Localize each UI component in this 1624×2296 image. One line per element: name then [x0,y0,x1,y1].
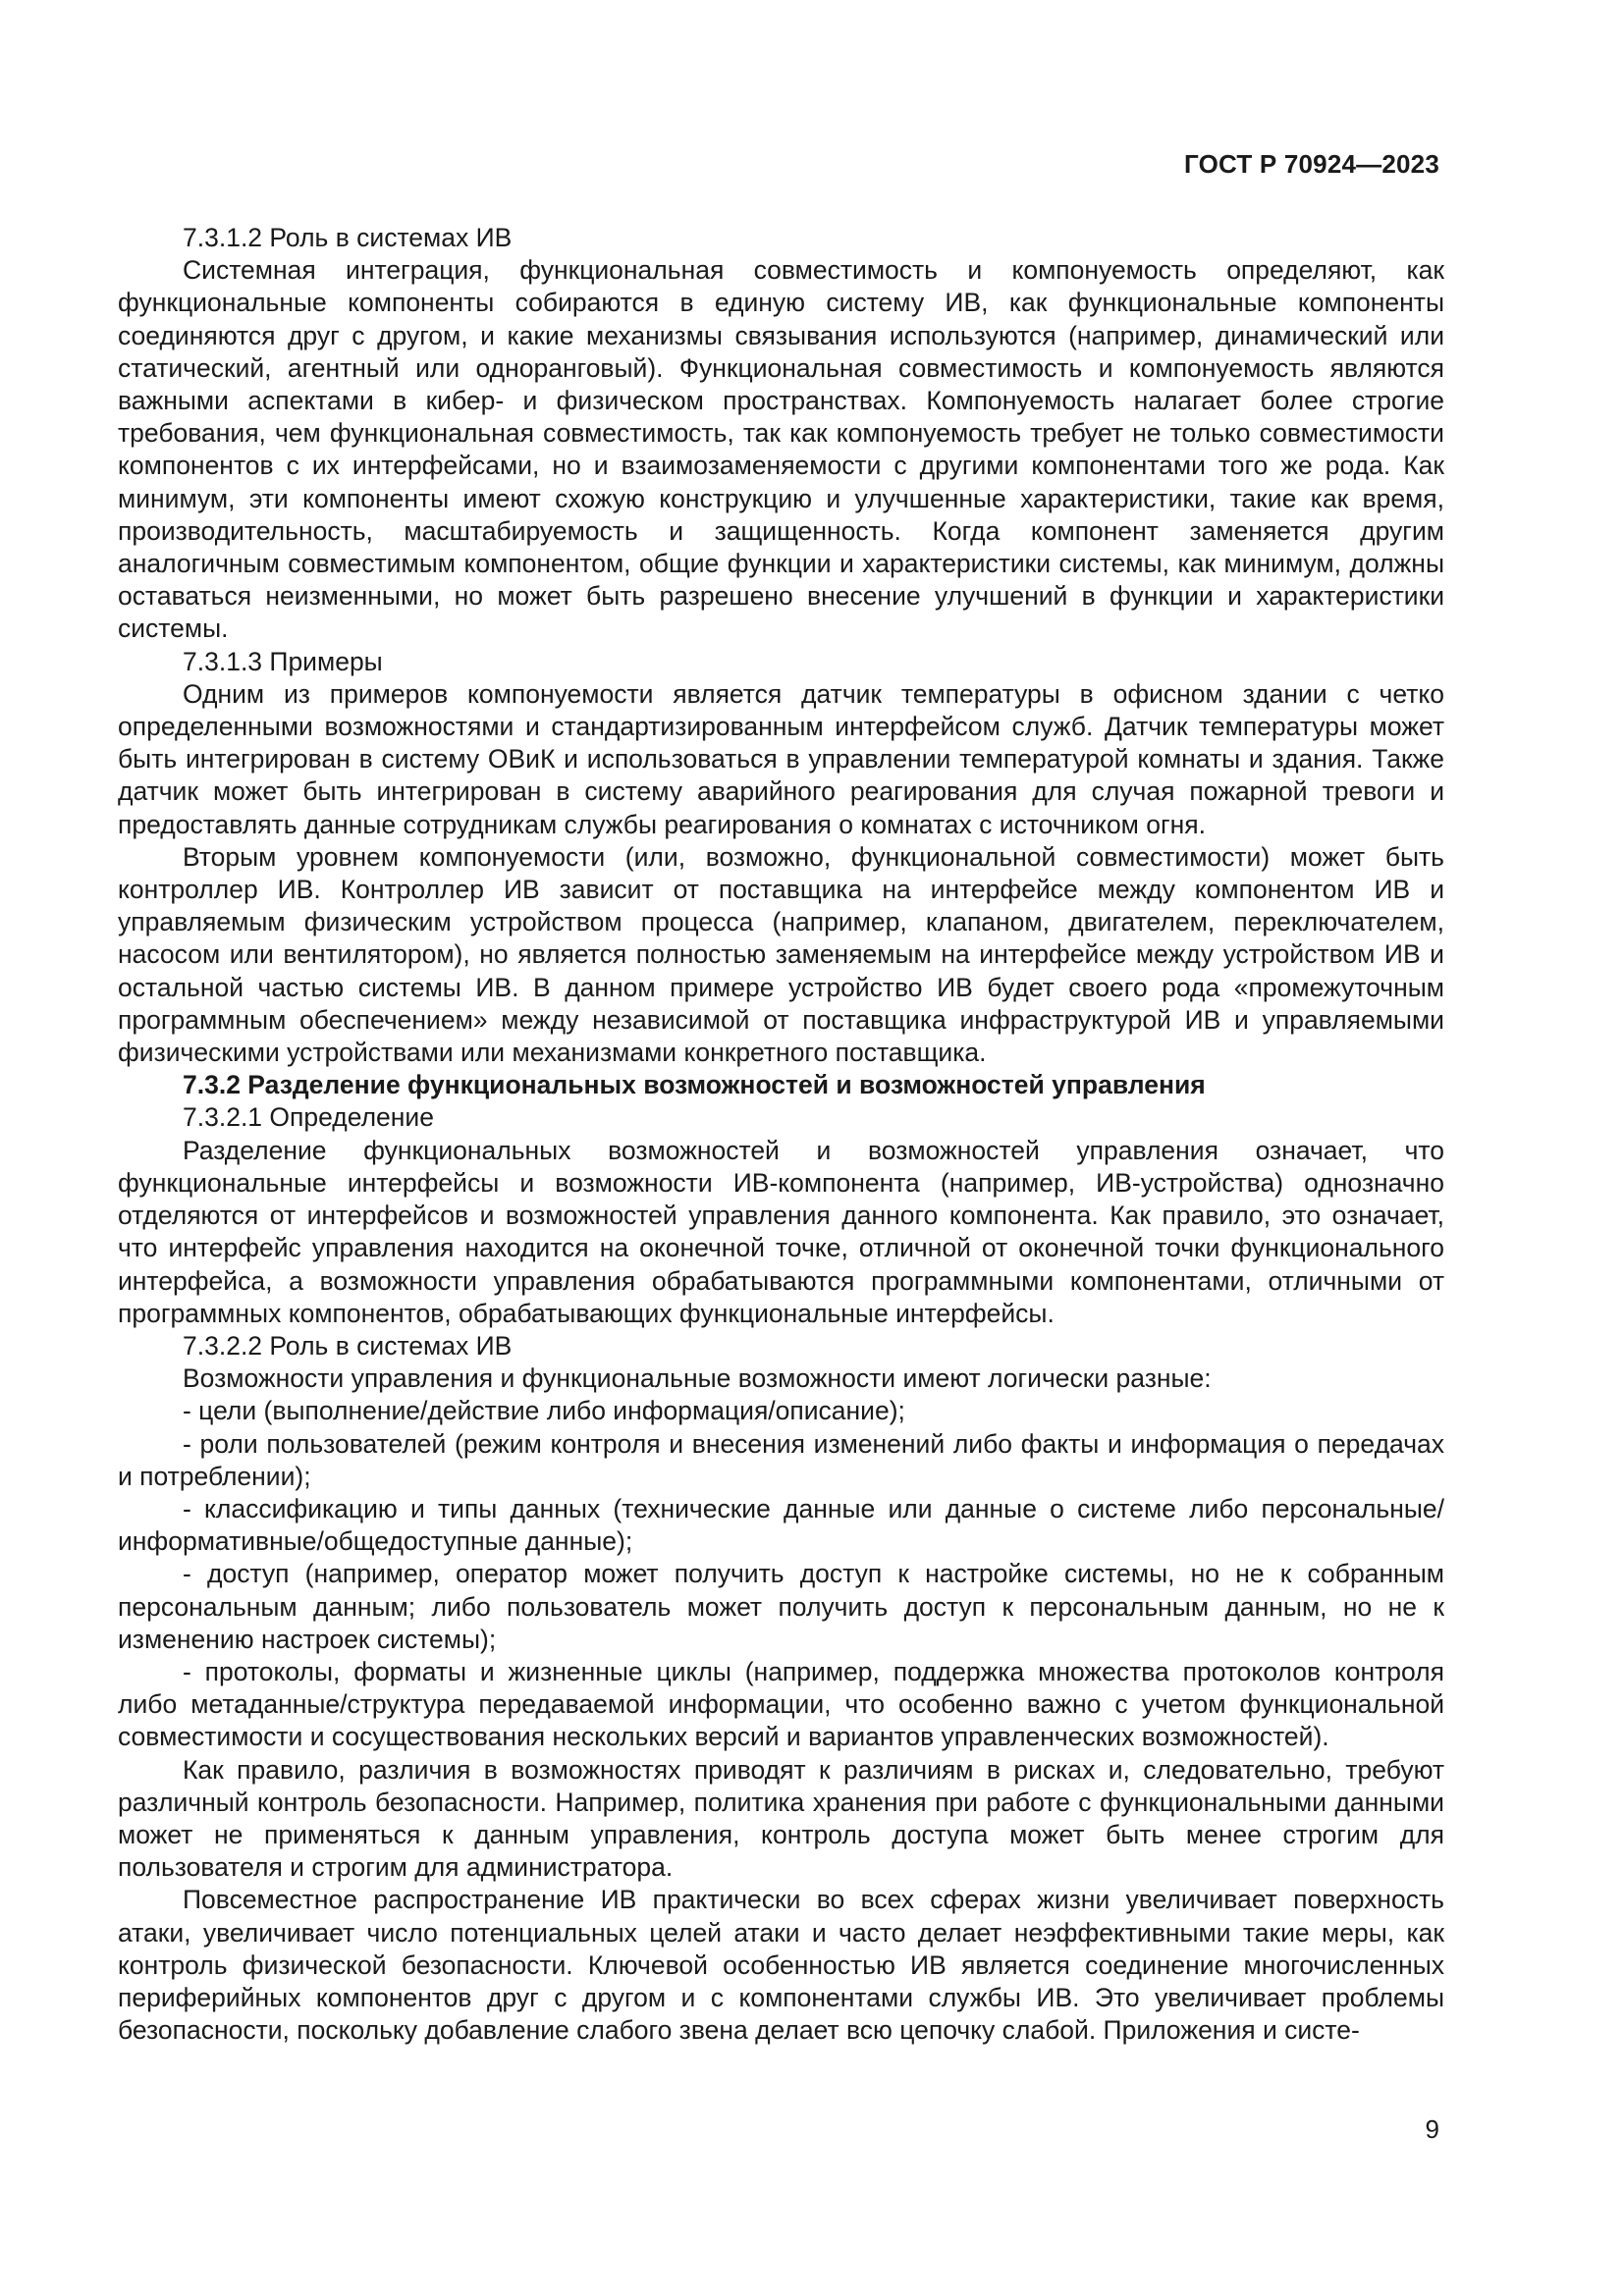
list-item: - цели (выполнение/действие либо информация/описание); [183,1396,905,1426]
list-item: - доступ (например, оператор может получить доступ к настройке системы, но не к собранным персональным данным; либо пользователь может получить доступ к персональным данным, но не к изменению настроек системы); [118,1559,1444,1654]
document-header: ГОСТ Р 70924—2023 [1184,149,1439,179]
paragraph: Возможности управления и функциональные возможности имеют логически разные: [183,1363,1212,1394]
list-item: - протоколы, форматы и жизненные циклы (например, поддержка множества протоколов контроля либо метаданные/структура передаваемой информации, что особенно важно с учетом функциональной совместимости и сосуществования нескольких версий и вариантов управленческих возможностей). [118,1656,1444,1752]
paragraph: Как правило, различия в возможностях приводят к различиям в рисках и, следовательно, требуют различный контроль безопасности. Например, политика хранения при работе с функциональными данными может не применяться к данным управления, контроль доступа может быть менее строгим для пользователя и строгим для администратора. [118,1754,1444,1883]
paragraph: Повсеместное распространение ИВ практически во всех сферах жизни увеличивает поверхность атаки, увеличивает число потенциальных целей атаки и часто делает неэффективными такие меры, как контроль физической безопасности. Ключевой особенностью ИВ является соединение многочисленных периферийных компонентов друг с другом и с компонентами службы ИВ. Это увеличивает проблемы безопасности, поскольку добавление слабого звена делает всю цепочку слабой. Приложения и систе- [118,1885,1444,2046]
paragraph-heading: 7.3.1.3 Примеры [183,646,383,676]
list-item: - роли пользователей (режим контроля и внесения изменений либо факты и информация о передачах и потреблении); [118,1428,1444,1491]
paragraph-heading: 7.3.2.1 Определение [183,1102,434,1133]
page-number: 9 [1425,2114,1439,2144]
paragraph-heading: 7.3.1.2 Роль в системах ИВ [183,223,513,252]
paragraph-heading: 7.3.2.2 Роль в системах ИВ [183,1330,513,1361]
paragraph: Системная интеграция, функциональная совместимость и компонуемость определяют, как функциональные компоненты собираются в единую систему ИВ, как функциональные компоненты соединяются друг с другом, и какие механизмы связывания используются (например, динамический или статический, агентный или одноранговый). Функциональная совместимость и компонуемость являются важными аспектами в кибер- и физическом пространствах. Компонуемость налагает более строгие требования, чем функциональная совместимость, так как компонуемость требует не только совместимости компонентов с их интерфейсами, но и взаимозаменяемости с другими компонентами того же рода. Как минимум, эти компоненты имеют схожую конструкцию и улучшенные характеристики, такие как время, производительность, масштабируемость и защищенность. Когда компонент заменяется другим аналогичным совместимым компонентом, общие функции и характеристики системы, как минимум, должны оставаться неизменными, но может быть разрешено внесение улучшений в функции и характеристики системы. [118,255,1444,644]
document-body [118,222,1444,2047]
paragraph: Вторым уровнем компонуемости (или, возможно, функциональной совместимости) может быть контроллер ИВ. Контроллер ИВ зависит от поставщика на интерфейсе между компонентом ИВ и управляемым физическим устройством процесса (например, клапаном, двигателем, переключателем, насосом или вентилятором), но является полностью заменяемым на интерфейсе между устройством ИВ и остальной частью системы ИВ. В данном примере устройство ИВ будет своего рода «промежуточным программным обеспечением» между независимой от поставщика инфраструктурой ИВ и управляемыми физическими устройствами или механизмами конкретного поставщика. [118,841,1444,1068]
section-heading: 7.3.2 Разделение функциональных возможностей и возможностей управления [183,1070,1206,1100]
paragraph: Разделение функциональных возможностей и возможностей управления означает, что функциональные интерфейсы и возможности ИВ-компонента (например, ИВ-устройства) однозначно отделяются от интерфейсов и возможностей управления данного компонента. Как правило, это означает, что интерфейс управления находится на оконечной точке, отличной от оконечной точки функционального интерфейса, а возможности управления обрабатываются программными компонентами, отличными от программных компонентов, обрабатывающих функциональные интерфейсы. [118,1135,1444,1328]
paragraph: Одним из примеров компонуемости является датчик температуры в офисном здании с четко определенными возможностями и стандартизированным интерфейсом служб. Датчик температуры может быть интегрирован в систему ОВиК и использоваться в управлении температурой комнаты и здания. Также датчик может быть интегрирован в систему аварийного реагирования для случая пожарной тревоги и предоставлять данные сотрудникам службы реагирования о комнатах с источником огня. [118,678,1444,839]
list-item: - классификацию и типы данных (технические данные или данные о системе либо персональные/информативные/общедоступные данные); [118,1493,1444,1557]
